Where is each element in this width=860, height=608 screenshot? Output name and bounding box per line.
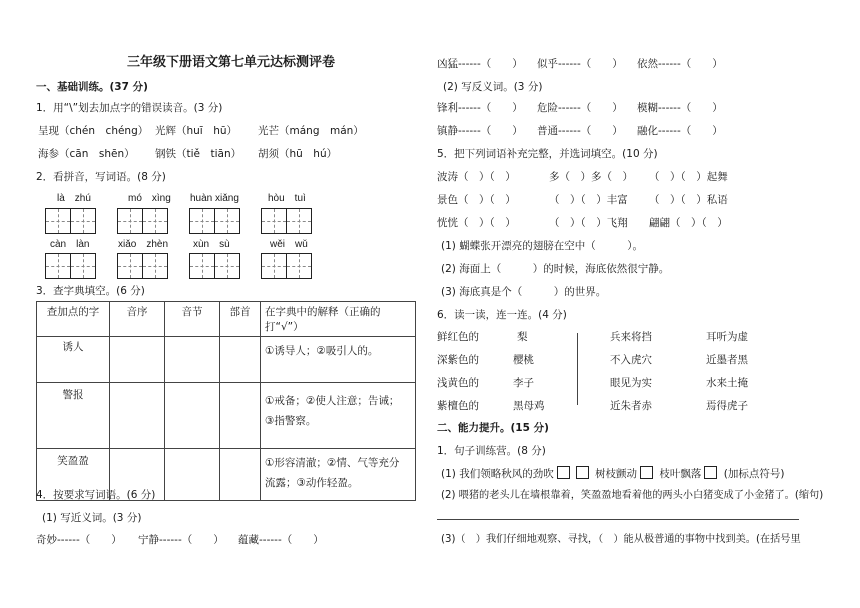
table-header: 音序 (110, 302, 165, 337)
punctuation-box[interactable] (640, 466, 653, 479)
synonym-item: 凶猛------（ ） (437, 58, 523, 70)
writing-grid[interactable] (45, 208, 96, 234)
sentence-part: (加标点符号) (723, 468, 785, 480)
pinyin-label: xiǎo zhèn (118, 239, 169, 250)
antonym-item: 镇静------（ ） (437, 125, 523, 137)
match-item-c[interactable]: 不入虎穴 (610, 354, 652, 366)
pinyin-label: hòu tuì (268, 193, 306, 204)
match-item-c[interactable]: 眼见为实 (610, 377, 652, 389)
pinyin-label: mó xìng (128, 193, 171, 204)
match-item-c[interactable]: 兵来将挡 (610, 331, 652, 343)
q2-prompt: 2．看拼音，写词语。(8 分) (36, 171, 166, 183)
page-title: 三年级下册语文第七单元达标测评卷 (127, 55, 336, 70)
definition-text: ①诱导人；②吸引人的。 (265, 345, 379, 357)
sentence-part: 树枝颤动 (595, 468, 638, 480)
idiom-item: （ ）（ ）飞翔 (549, 217, 628, 229)
q1-item: 光辉（huī hū） (155, 125, 238, 137)
idiom-item: 多（ ）多（ ） (549, 171, 633, 183)
fill-sentence: (2) 海面上（ ）的时候，海底依然很宁静。 (441, 263, 670, 275)
q5-prompt: 5．把下列词语补充完整，并选词填空。(10 分) (437, 148, 658, 160)
conjunction-sentence: (3)（ ）我们仔细地观察、寻找，（ ）能从极普通的事物中找到美。(在括号里 (441, 534, 801, 545)
section-basic-heading: 一、基础训练。(37 分) (36, 81, 148, 93)
antonym-item: 危险------（ ） (537, 102, 623, 114)
answer-cell[interactable] (165, 449, 220, 501)
writing-grid[interactable] (117, 208, 168, 234)
q1-item: 钢铁（tiě tiān） (155, 148, 242, 160)
q6-prompt: 6．读一读，连一连。(4 分) (437, 309, 567, 321)
definition-cell[interactable] (261, 449, 416, 501)
synonym-item: 依然------（ ） (637, 58, 723, 70)
writing-grid[interactable] (117, 253, 168, 279)
pinyin-label: huàn xiǎng (190, 193, 239, 204)
antonym-item: 模糊------（ ） (637, 102, 723, 114)
idiom-item: （ ）（ ）起舞 (649, 171, 728, 183)
answer-cell[interactable] (165, 337, 220, 383)
antonym-item: 普通------（ ） (537, 125, 623, 137)
match-item-a[interactable]: 鲜红色的 (437, 331, 479, 343)
match-item-d[interactable]: 水来土掩 (706, 377, 748, 389)
q1-item: 光芒（máng mán） (258, 125, 364, 137)
table-header: 在字典中的解释（正确的打“√”） (261, 302, 416, 337)
answer-cell[interactable] (220, 383, 261, 449)
fill-sentence: (3) 海底真是个（ ）的世界。 (441, 286, 607, 298)
punctuation-box[interactable] (576, 466, 589, 479)
synonym-item: 蕴藏------（ ） (238, 534, 324, 546)
antonym-item: 锋利------（ ） (437, 102, 523, 114)
idiom-item: （ ）（ ）私语 (649, 194, 728, 206)
dictionary-table (36, 301, 416, 501)
match-item-c[interactable]: 近朱者赤 (610, 400, 652, 412)
answer-cell[interactable] (110, 383, 165, 449)
match-item-a[interactable]: 浅黄色的 (437, 377, 479, 389)
writing-grid[interactable] (261, 208, 312, 234)
idiom-item: 景色（ ）（ ） (437, 194, 516, 206)
answer-cell[interactable] (110, 337, 165, 383)
q4-prompt: 4．按要求写词语。(6 分) (36, 489, 156, 501)
q1-item: 呈现（chén chéng） (38, 125, 149, 137)
definition-text: ①戒备；②使人注意；告诫； (265, 395, 400, 407)
p1-prompt: 1．句子训练营。(8 分) (437, 445, 546, 457)
match-item-d[interactable]: 耳听为虚 (706, 331, 748, 343)
definition-cell[interactable] (261, 337, 416, 383)
synonym-item: 似乎------（ ） (537, 58, 623, 70)
divider-line (577, 333, 578, 405)
writing-grid[interactable] (261, 253, 312, 279)
synonym-item: 奇妙------（ ） (36, 534, 122, 546)
pinyin-label: càn làn (50, 239, 90, 250)
match-item-d[interactable]: 近墨者黑 (706, 354, 748, 366)
match-item-b[interactable]: 梨 (517, 331, 528, 343)
table-word-cell: 警报 (37, 383, 110, 449)
table-word-cell: 诱人 (37, 337, 110, 383)
match-item-d[interactable]: 焉得虎子 (706, 400, 748, 412)
section-ability-heading: 二、能力提升。(15 分) (437, 422, 549, 434)
idiom-item: 恍恍（ ）（ ） (437, 217, 516, 229)
writing-grid[interactable] (189, 253, 240, 279)
punctuation-box[interactable] (557, 466, 570, 479)
writing-grid[interactable] (189, 208, 240, 234)
definition-text: ③指警察。 (265, 415, 317, 427)
q4-sub1: (1) 写近义词。(3 分) (42, 512, 142, 524)
pinyin-label: xùn sù (193, 239, 230, 250)
idiom-item: 翩翩（ ）（ ） (649, 217, 728, 229)
q1-item: 海参（cān shēn） (38, 148, 135, 160)
sentence-part: 枝叶飘落 (659, 468, 702, 480)
synonym-item: 宁静------（ ） (138, 534, 224, 546)
table-header: 部首 (220, 302, 261, 337)
table-word-cell: 笑盈盈 (37, 449, 110, 501)
answer-line[interactable] (437, 519, 799, 520)
writing-grid[interactable] (45, 253, 96, 279)
shorten-sentence: (2) 喂猪的老头儿在墙根靠着，笑盈盈地看着他的两头小白猪变成了小金猪了。(缩句) (441, 490, 824, 501)
pinyin-label: wěi wǔ (270, 239, 308, 250)
definition-text: 流露；③动作轻盈。 (265, 477, 359, 489)
fill-sentence: (1) 蝴蝶张开漂亮的翅膀在空中（ ）。 (441, 240, 643, 252)
q4-sub2: (2) 写反义词。(3 分) (443, 81, 543, 93)
answer-cell[interactable] (165, 383, 220, 449)
definition-text: ①形容清澈；②情、气等充分 (265, 457, 400, 469)
antonym-item: 融化------（ ） (637, 125, 723, 137)
match-item-b[interactable]: 李子 (513, 377, 534, 389)
idiom-item: 波涛（ ）（ ） (437, 171, 516, 183)
definition-cell[interactable] (261, 383, 416, 449)
table-header: 音节 (165, 302, 220, 337)
sentence-part: (1) 我们领略秋风的劲吹 (441, 468, 554, 480)
q3-prompt: 3．查字典填空。(6 分) (36, 285, 145, 297)
match-item-b[interactable]: 樱桃 (513, 354, 534, 366)
match-item-a[interactable]: 深紫色的 (437, 354, 479, 366)
answer-cell[interactable] (220, 449, 261, 501)
punctuation-box[interactable] (704, 466, 717, 479)
punctuation-sentence (441, 466, 784, 481)
table-header: 查加点的字 (37, 302, 110, 337)
pinyin-label: là zhú (57, 193, 91, 204)
q1-prompt: 1．用“\”划去加点字的错误读音。(3 分) (36, 102, 223, 114)
answer-cell[interactable] (220, 337, 261, 383)
match-item-b[interactable]: 黑母鸡 (513, 400, 545, 412)
match-item-a[interactable]: 紫檀色的 (437, 400, 479, 412)
q1-item: 胡须（hū hú） (258, 148, 338, 160)
idiom-item: （ ）（ ）丰富 (549, 194, 628, 206)
